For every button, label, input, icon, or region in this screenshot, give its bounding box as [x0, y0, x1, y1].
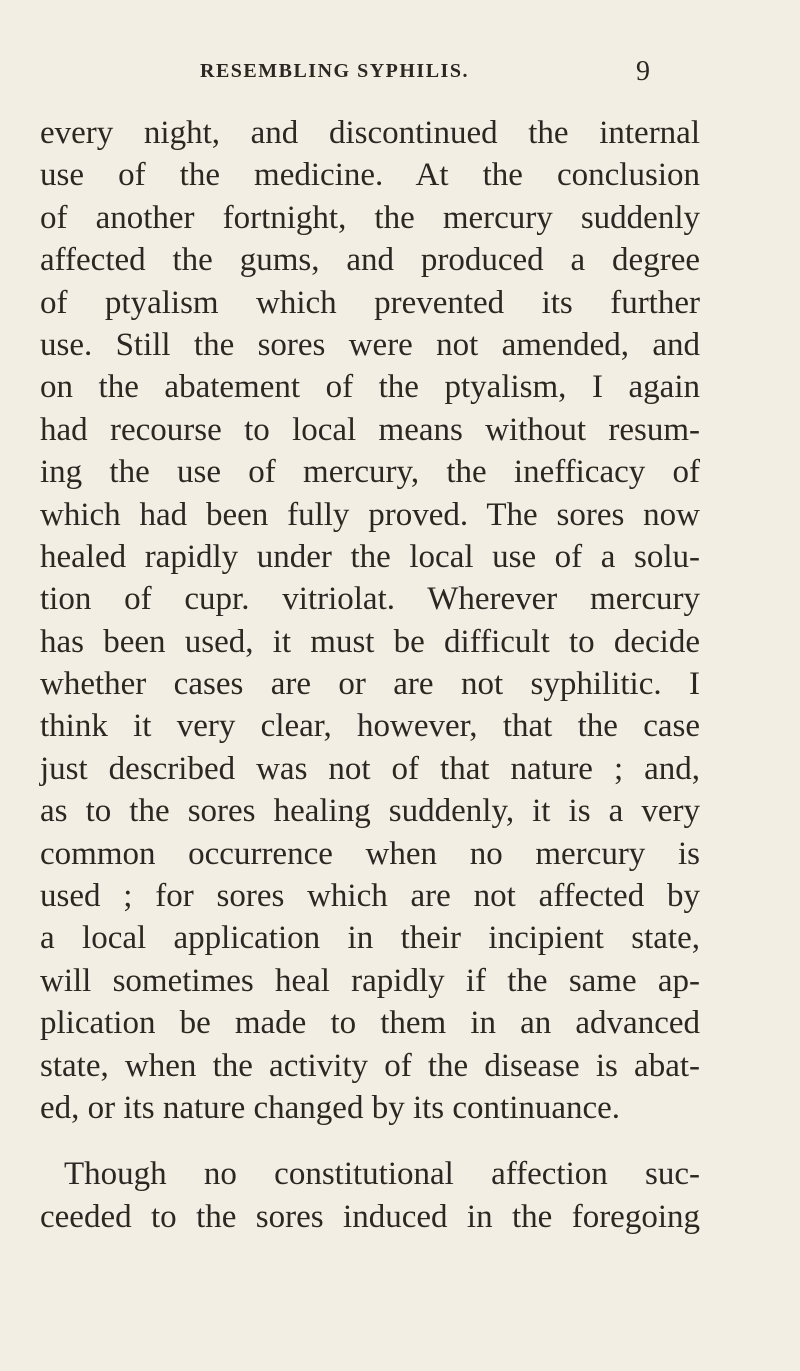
text-line: ing the use of mercury, the inefficacy of [40, 454, 700, 491]
text-line: think it very clear, however, that the case [40, 708, 700, 745]
text-line: ceeded to the sores induced in the foregoing [40, 1198, 700, 1235]
text-line: which had been fully proved. The sores now [40, 496, 700, 533]
text-line: every night, and discontinued the internal [40, 115, 700, 151]
text-line: will sometimes heal rapidly if the same ap- [40, 962, 700, 999]
text-line: of another fortnight, the mercury suddenly [40, 199, 700, 236]
text-line: Though no constitutional affection suc- [64, 1156, 700, 1193]
page-number: 9 [636, 56, 650, 87]
text-line: just described was not of that nature ; and, [40, 750, 700, 787]
paragraph [40, 1153, 700, 1238]
text-line: healed rapidly under the local use of a solu- [40, 538, 700, 575]
text-line: ed, or its nature changed by its continuance. [40, 1089, 621, 1126]
text-line: use. Still the sores were not amended, and [40, 326, 700, 363]
paragraph-gap [40, 1129, 700, 1153]
text-line: affected the gums, and produced a degree [40, 242, 700, 279]
body-text [40, 112, 700, 1238]
text-line: common occurrence when no mercury is [40, 835, 700, 872]
text-line: on the abatement of the ptyalism, I again [40, 369, 700, 406]
text-line: used ; for sores which are not affected by [40, 878, 700, 915]
text-line: plication be made to them in an advanced [40, 1005, 700, 1042]
running-title: RESEMBLING SYPHILIS. [200, 60, 469, 82]
text-line: has been used, it must be difficult to decide [40, 623, 700, 660]
text-line: use of the medicine. At the conclusion [40, 157, 700, 194]
text-line: tion of cupr. vitriolat. Wherever mercury [40, 581, 700, 618]
text-line: state, when the activity of the disease is abat- [40, 1047, 700, 1084]
text-line: had recourse to local means without resum- [40, 411, 700, 448]
text-line: a local application in their incipient state, [40, 920, 700, 957]
text-line: whether cases are or are not syphilitic. I [40, 666, 700, 703]
paragraph [40, 112, 700, 1129]
text-line: as to the sores healing suddenly, it is a very [40, 793, 700, 830]
text-line: of ptyalism which prevented its further [40, 284, 700, 321]
